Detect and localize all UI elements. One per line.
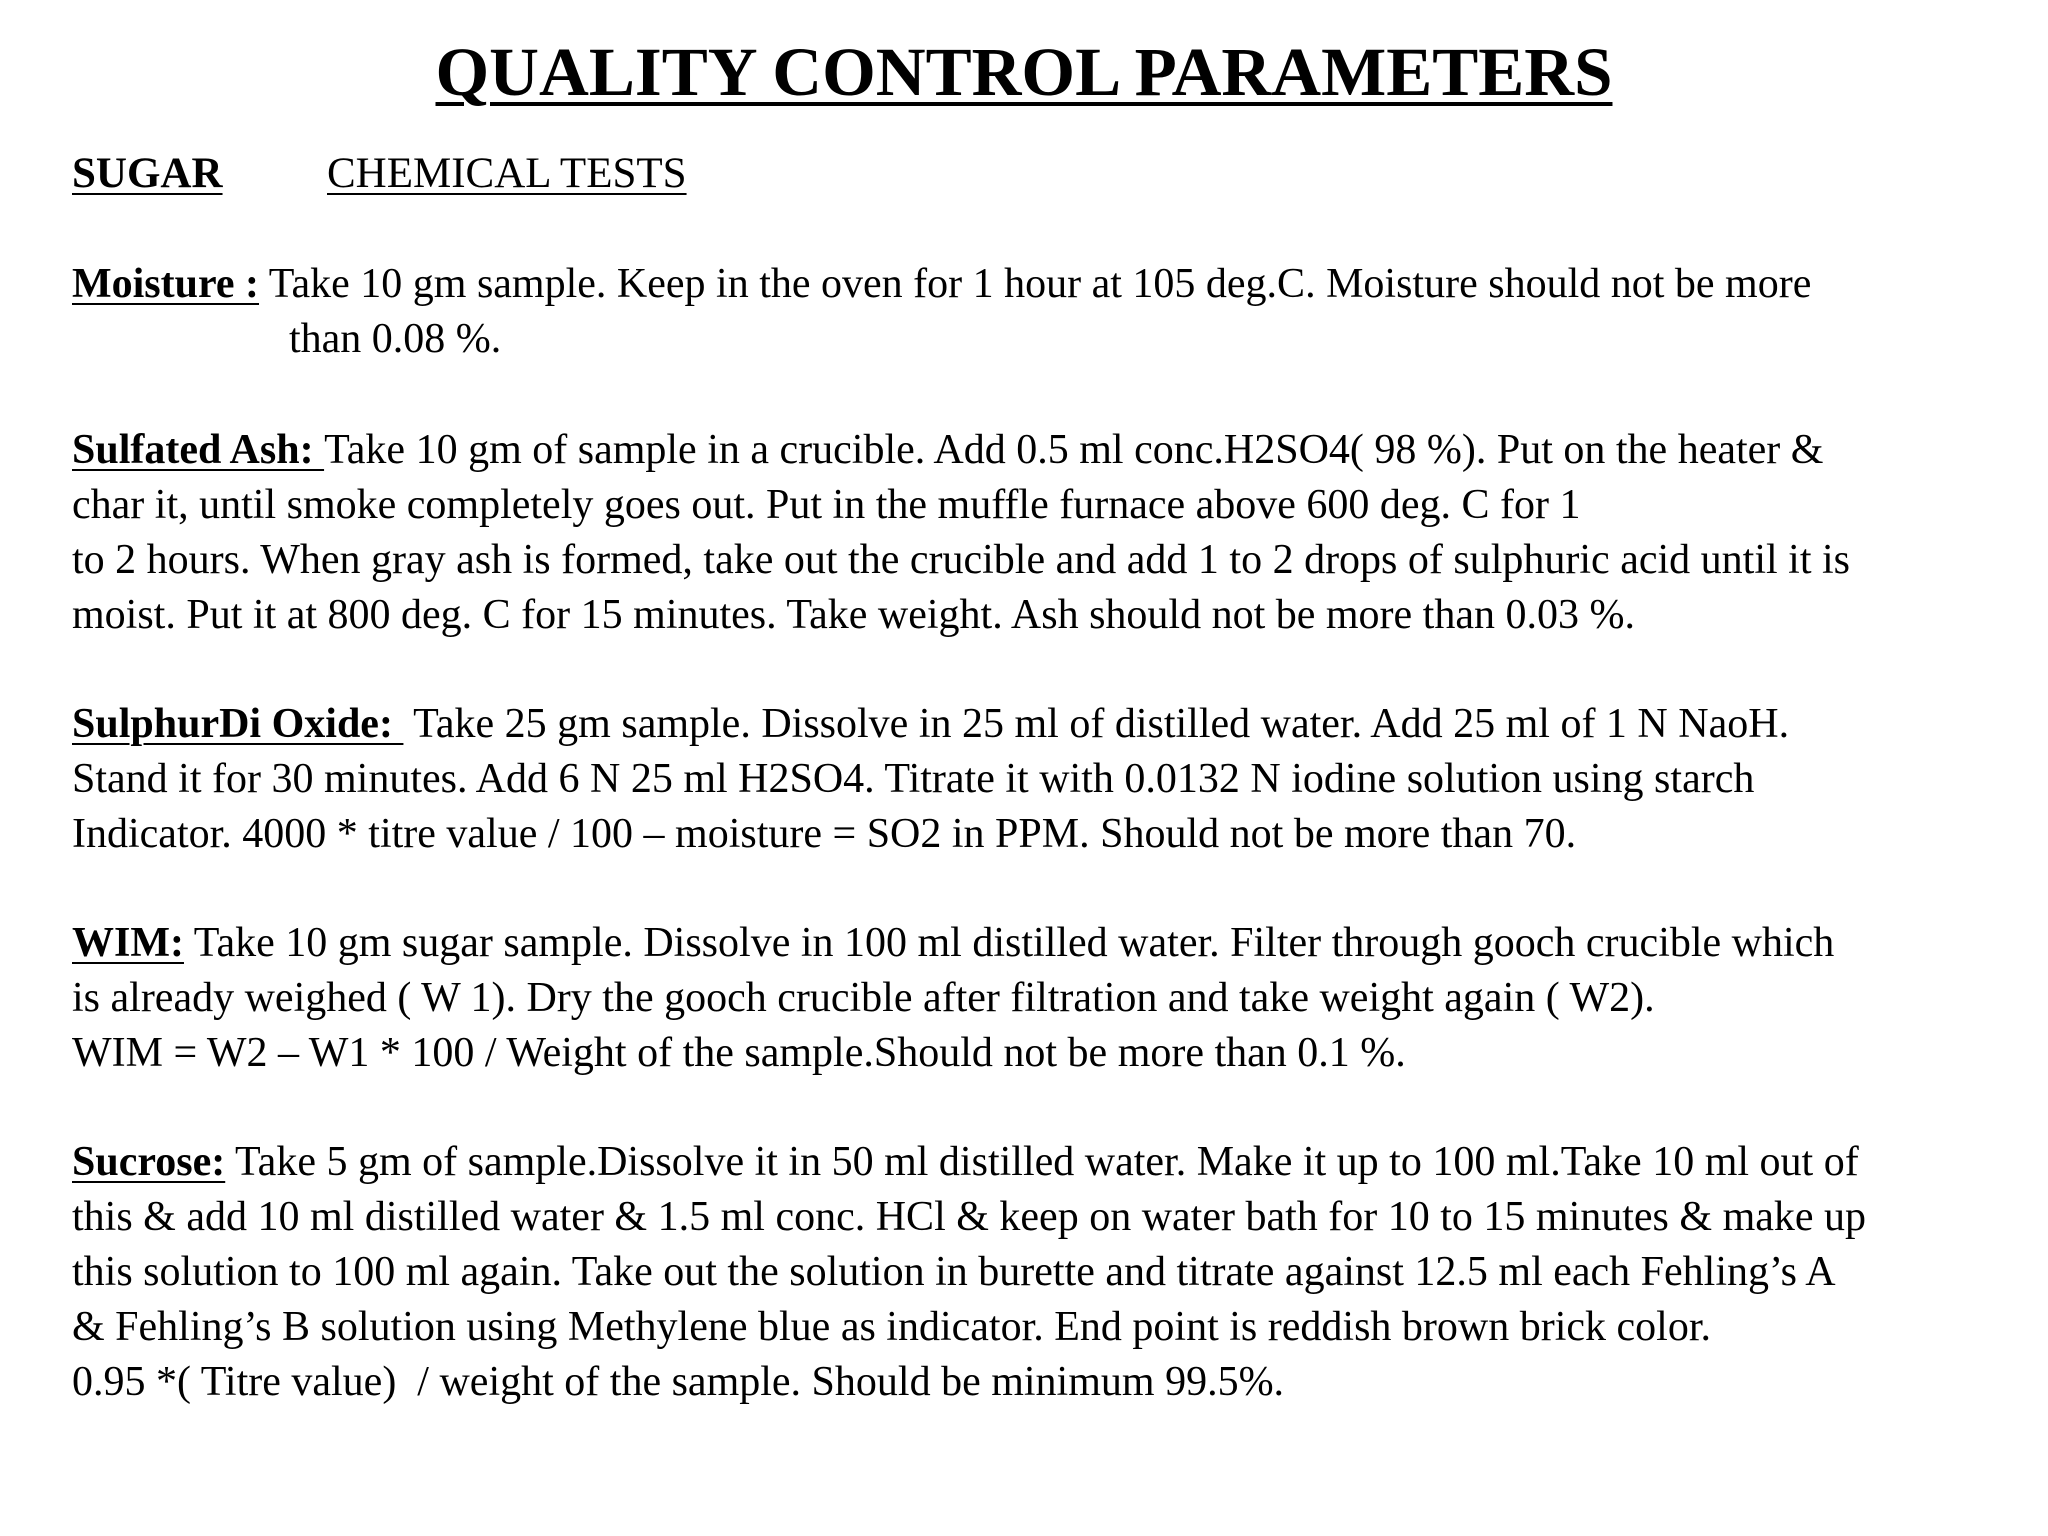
test-ash-text-2: char it, until smoke completely goes out. Put in the muffle furnace above 600 deg. C for 1: [72, 482, 1581, 528]
test-moisture-text-2: than 0.08 %.: [289, 316, 502, 362]
test-sulfated-ash: [72, 423, 2032, 643]
test-sucrose-text-4: & Fehling’s B solution using Methylene blue as indicator. End point is reddish brown brick color.: [72, 1304, 1712, 1350]
page-title: QUALITY CONTROL PARAMETERS: [435, 34, 1613, 110]
test-moisture-line-1: [72, 257, 2032, 312]
test-wim: [72, 916, 2032, 1081]
test-wim-text-1: Take 10 gm sugar sample. Dissolve in 100 ml distilled water. Filter through gooch crucible which: [183, 920, 1835, 966]
section-heading: CHEMICAL TESTS: [327, 150, 687, 197]
test-so2-text-2: Stand it for 30 minutes. Add 6 N 25 ml H2SO4. Titrate it with 0.0132 N iodine solution using starch: [72, 756, 1755, 802]
test-wim-label: WIM:: [72, 920, 184, 966]
test-moisture: [72, 257, 2032, 367]
test-so2-text-3: Indicator. 4000 * titre value / 100 – moisture = SO2 in PPM. Should not be more than 70.: [72, 811, 1577, 857]
test-wim-text-2: is already weighed ( W 1). Dry the gooch crucible after filtration and take weight again ( W2).: [72, 975, 1655, 1021]
test-sucrose-text-2: this & add 10 ml distilled water & 1.5 ml conc. HCl & keep on water bath for 10 to 15 minutes & make up: [72, 1194, 1867, 1240]
test-so2-label: SulphurDi Oxide:: [72, 701, 404, 747]
test-moisture-text-1: Take 10 gm sample. Keep in the oven for 1 hour at 105 deg.C. Moisture should not be more: [268, 261, 1812, 307]
test-sucrose-line-1: [72, 1135, 2032, 1190]
product-heading: SUGAR: [72, 150, 223, 197]
test-so2-line-1: [72, 697, 2032, 752]
test-ash-text-3: to 2 hours. When gray ash is formed, take out the crucible and add 1 to 2 drops of sulphuric acid until it is: [72, 537, 1851, 583]
test-ash-line-1: [72, 423, 2032, 478]
test-sucrose-text-3: this solution to 100 ml again. Take out the solution in burette and titrate against 12.5 ml each Fehling’s A: [72, 1249, 1836, 1295]
test-sucrose-text-5: 0.95 *( Titre value) / weight of the sample. Should be minimum 99.5%.: [72, 1359, 1285, 1405]
test-moisture-label: Moisture :: [72, 261, 260, 307]
test-sucrose-text-1: Take 5 gm of sample.Dissolve it in 50 ml distilled water. Make it up to 100 ml.Take 10 ml out of: [225, 1139, 1859, 1185]
test-ash-text-4: moist. Put it at 800 deg. C for 15 minutes. Take weight. Ash should not be more than 0.03 %.: [72, 592, 1635, 638]
test-sucrose-label: Sucrose:: [72, 1139, 226, 1185]
test-so2-text-1: Take 25 gm sample. Dissolve in 25 ml of distilled water. Add 25 ml of 1 N NaoH.: [403, 701, 1790, 747]
test-ash-label: Sulfated Ash:: [72, 427, 325, 473]
test-sucrose: [72, 1135, 2032, 1410]
test-wim-text-3: WIM = W2 – W1 * 100 / Weight of the sample.Should not be more than 0.1 %.: [72, 1030, 1406, 1076]
test-sulphur-dioxide: [72, 697, 2032, 862]
test-ash-text-1: Take 10 gm of sample in a crucible. Add 0.5 ml conc.H2SO4( 98 %). Put on the heater &: [324, 427, 1824, 473]
test-wim-line-1: [72, 916, 2032, 971]
